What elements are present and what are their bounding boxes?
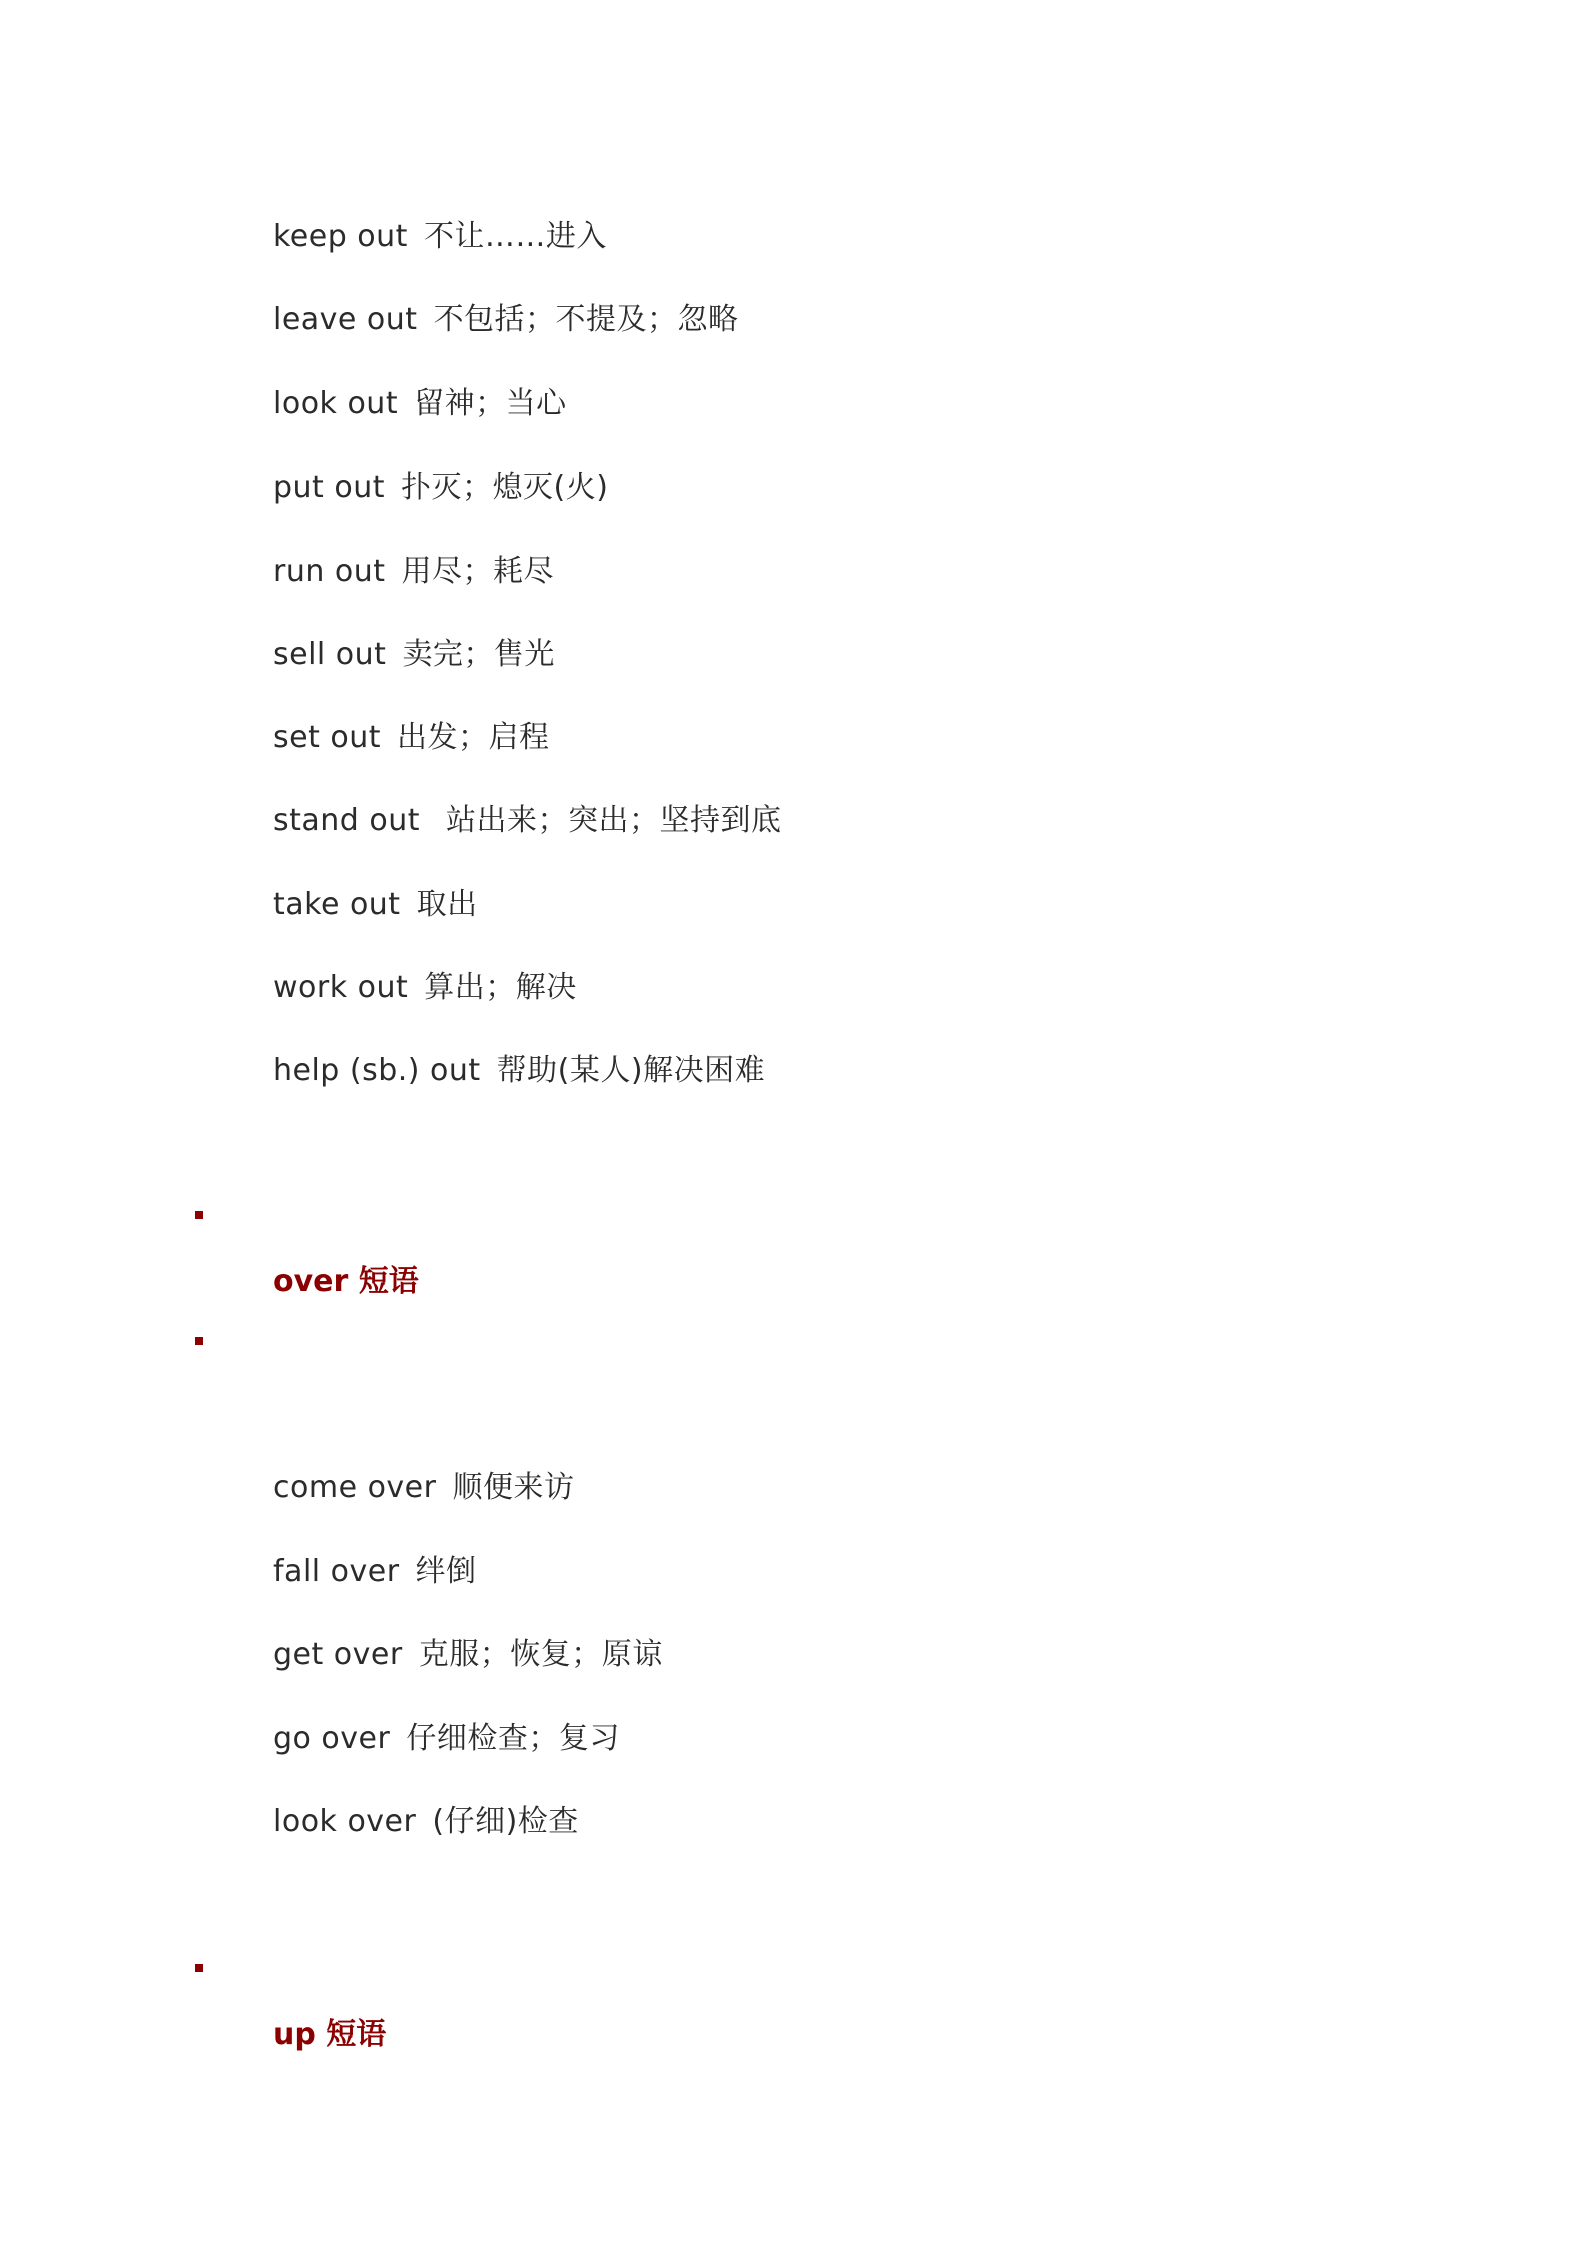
phrase-take-out: [273, 885, 478, 925]
phrase-en: help (sb.) out: [273, 1053, 481, 1088]
phrase-en: stand out: [273, 803, 420, 838]
section-heading-up: up 短语: [273, 2017, 387, 2052]
phrase-cn: 用尽；耗尽: [401, 554, 555, 589]
phrase-en: fall over: [273, 1554, 400, 1589]
phrase-en: leave out: [273, 302, 418, 337]
bullet-marker: [195, 1337, 203, 1345]
phrase-en: run out: [273, 554, 386, 589]
phrase-cn: 仔细检查；复习: [406, 1721, 620, 1756]
phrase-en: put out: [273, 470, 385, 505]
phrase-en: take out: [273, 887, 401, 922]
phrase-en: set out: [273, 720, 382, 755]
bullet-marker: [195, 1211, 203, 1219]
phrase-cn: 扑灭；熄灭(火): [401, 470, 609, 505]
phrase-en: get over: [273, 1637, 403, 1672]
phrase-leave-out: [273, 300, 739, 340]
phrase-en: keep out: [273, 219, 408, 254]
phrase-en: work out: [273, 970, 409, 1005]
phrase-come-over: [273, 1468, 574, 1508]
phrase-en: look over: [273, 1804, 417, 1839]
phrase-cn: 留神；当心: [414, 386, 567, 421]
phrase-cn: 克服；恢复；原谅: [418, 1637, 663, 1672]
phrase-cn: 不让……进入: [423, 219, 607, 254]
phrase-en: look out: [273, 386, 399, 421]
phrase-look-out: [273, 384, 567, 424]
phrase-set-out: [273, 718, 550, 758]
phrase-cn: 算出；解决: [424, 970, 577, 1005]
phrase-sell-out: [273, 635, 555, 675]
phrase-cn: 出发；启程: [397, 720, 550, 755]
phrase-keep-out: [273, 217, 607, 257]
phrase-cn: 卖完；售光: [402, 637, 555, 672]
phrase-work-out: [273, 968, 577, 1008]
phrase-en: come over: [273, 1470, 437, 1505]
phrase-run-out: [273, 552, 554, 592]
phrase-go-over: [273, 1719, 620, 1759]
phrase-cn: 取出: [416, 887, 478, 922]
phrase-put-out: [273, 468, 608, 508]
bullet-marker: [195, 1964, 203, 1972]
phrase-cn: 不包括；不提及；忽略: [433, 302, 739, 337]
phrase-look-over: [273, 1802, 579, 1842]
phrase-cn: (仔细)检查: [432, 1804, 579, 1839]
phrase-get-over: [273, 1635, 663, 1675]
phrase-en: sell out: [273, 637, 387, 672]
phrase-en: go over: [273, 1721, 391, 1756]
phrase-cn: 顺便来访: [452, 1470, 575, 1505]
section-heading-over: over 短语: [273, 1264, 419, 1299]
phrase-stand-out: [273, 801, 782, 841]
phrase-cn: 站出来；突出；坚持到底: [436, 803, 782, 838]
phrase-fall-over: [273, 1552, 477, 1592]
phrase-cn: 帮助(某人)解决困难: [496, 1053, 766, 1088]
phrase-cn: 绊倒: [415, 1554, 477, 1589]
phrase-help-out: [273, 1051, 765, 1091]
